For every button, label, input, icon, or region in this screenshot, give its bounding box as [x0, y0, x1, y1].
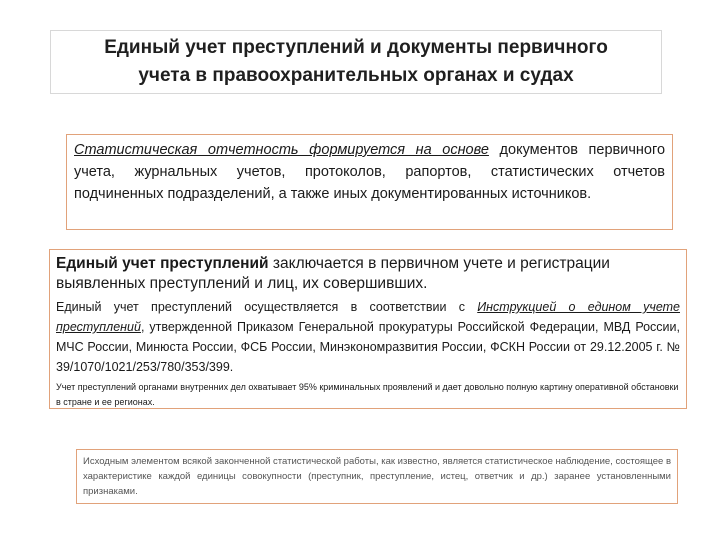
title-box: [50, 30, 662, 94]
instruction-link[interactable]: Инструкцией о едином учете преступлений: [56, 300, 680, 334]
title-line-1: Единый учет преступлений и документы первичного: [104, 37, 608, 58]
instruction-reference-end: , утвержденной Приказом Генеральной прокуратуры Российской Федерации, МВД России, МЧС России, Минюста России, ФСБ России, Минэкономразвития России, ФСКН России от 29.12.2005 г. № 39/1070/1021/253/780/353/399.: [56, 320, 680, 374]
title-line-2: учета в правоохранительных органах и судах: [138, 65, 574, 86]
unified-accounting-definition: [56, 254, 680, 294]
unified-crime-accounting-box: [49, 249, 687, 409]
statistical-reporting-box: [66, 134, 673, 230]
coverage-note: Учет преступлений органами внутренних дел охватывает 95% криминальных проявлений и дает довольно полную картину оперативной обстановки в стране и ее регионах.: [56, 382, 679, 407]
unified-accounting-definition-rest: заключается в первичном учете и регистрации выявленных преступлений и лиц, их совершивших.: [56, 255, 610, 292]
statistical-reporting-emphasis: Статистическая отчетность формируется на основе: [74, 142, 489, 158]
page-title: [104, 34, 608, 90]
statistical-observation-box: [76, 449, 678, 504]
statistical-reporting-text: [74, 139, 665, 205]
instruction-reference-start: Единый учет преступлений осуществляется в соответствии с: [56, 300, 478, 314]
statistical-observation-text: Исходным элементом всякой законченной статистической работы, как известно, является статистическое наблюдение, состоящее в характеристике каждой единицы совокупности (преступник, преступление, истец, ответчик и др.) заранее установленными признаками.: [83, 456, 671, 497]
statistical-reporting-rest: документов первичного учета, журнальных учетов, протоколов, рапортов, статистических отчетов подчиненных подразделений, а также иных документированных источников.: [74, 142, 666, 202]
instruction-reference: [56, 297, 680, 377]
unified-accounting-term: Единый учет преступлений: [56, 255, 269, 272]
